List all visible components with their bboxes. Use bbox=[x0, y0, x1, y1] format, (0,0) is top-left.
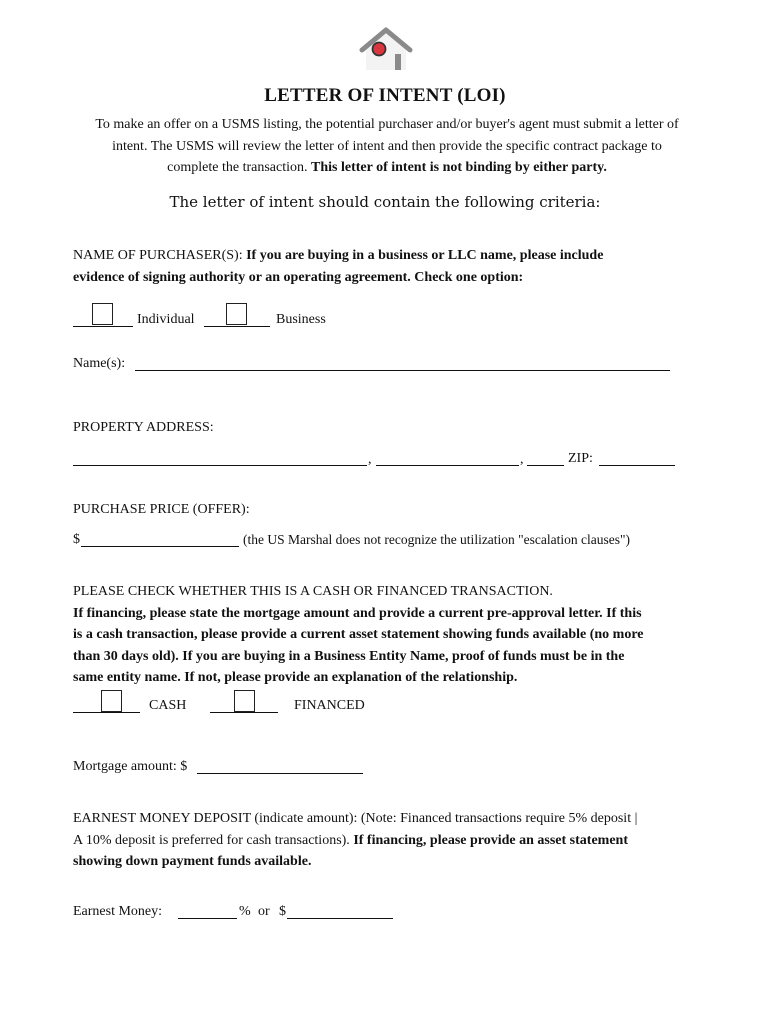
zip-label: ZIP: bbox=[568, 451, 593, 466]
transaction-bold-3: than 30 days old). If you are buying in a Business Entity Name, proof of funds must be in the bbox=[73, 648, 625, 664]
individual-checkbox[interactable] bbox=[92, 303, 113, 325]
business-checkbox[interactable] bbox=[226, 303, 247, 325]
intro-line-1: To make an offer on a USMS listing, the potential purchaser and/or buyer's agent must submit a letter of bbox=[95, 117, 679, 132]
names-label: Name(s): bbox=[73, 356, 126, 371]
state-field[interactable] bbox=[527, 465, 564, 466]
comma-1: , bbox=[368, 452, 372, 467]
cash-checkbox[interactable] bbox=[101, 690, 122, 712]
cash-underline bbox=[73, 712, 140, 713]
earnest-line-3-bold: showing down payment funds available. bbox=[73, 854, 312, 869]
names-field[interactable] bbox=[135, 370, 670, 371]
document-title: LETTER OF INTENT (LOI) bbox=[264, 85, 506, 106]
mortgage-label: Mortgage amount: $ bbox=[73, 759, 188, 774]
transaction-section bbox=[73, 581, 713, 689]
earnest-line-2-plain: A 10% deposit is preferred for cash transactions). bbox=[73, 832, 350, 848]
house-logo bbox=[358, 26, 414, 72]
property-label: PROPERTY ADDRESS: bbox=[73, 420, 214, 435]
cash-label: CASH bbox=[149, 698, 187, 713]
comma-2: , bbox=[520, 452, 524, 467]
escalation-note: (the US Marshal does not recognize the utilization "escalation clauses") bbox=[243, 532, 631, 547]
zip-field[interactable] bbox=[599, 465, 675, 466]
earnest-section bbox=[73, 808, 733, 873]
financed-checkbox[interactable] bbox=[234, 690, 255, 712]
business-underline bbox=[204, 326, 270, 327]
price-field[interactable] bbox=[81, 546, 239, 547]
intro-not-binding: This letter of intent is not binding by either party. bbox=[311, 160, 607, 175]
purchaser-instruction-1: If you are buying in a business or LLC name, please include bbox=[246, 248, 604, 263]
earnest-line-2 bbox=[73, 830, 733, 852]
earnest-line-1: EARNEST MONEY DEPOSIT (indicate amount): (Note: Financed transactions require 5% deposit | bbox=[73, 811, 638, 826]
percent-sign: % bbox=[239, 904, 251, 919]
price-label: PURCHASE PRICE (OFFER): bbox=[73, 502, 250, 517]
purchaser-section bbox=[73, 245, 713, 288]
city-field[interactable] bbox=[376, 465, 519, 466]
individual-underline bbox=[73, 326, 133, 327]
financed-label: FINANCED bbox=[294, 698, 365, 713]
earnest-line-2-bold: If financing, please provide an asset statement bbox=[353, 832, 628, 848]
house-icon bbox=[358, 26, 414, 72]
transaction-label: PLEASE CHECK WHETHER THIS IS A CASH OR FINANCED TRANSACTION. bbox=[73, 584, 553, 599]
earnest-currency: $ bbox=[279, 904, 286, 919]
earnest-money-label: Earnest Money: bbox=[73, 904, 163, 919]
purchaser-instruction-2: evidence of signing authority or an operating agreement. Check one option: bbox=[73, 269, 524, 285]
price-currency: $ bbox=[73, 532, 80, 547]
transaction-bold-2: is a cash transaction, please provide a current asset statement showing funds available (no more bbox=[73, 627, 644, 642]
or-text: or bbox=[258, 904, 270, 919]
purchaser-line-1 bbox=[73, 245, 713, 267]
individual-label: Individual bbox=[137, 312, 195, 327]
intro-paragraph bbox=[62, 114, 712, 179]
transaction-bold-1: If financing, please state the mortgage amount and provide a current pre-approval letter. If this bbox=[73, 605, 642, 621]
intro-line-3-plain: complete the transaction. bbox=[167, 160, 308, 175]
earnest-amount-field[interactable] bbox=[287, 918, 393, 919]
names-row bbox=[73, 356, 125, 372]
criteria-heading: The letter of intent should contain the following criteria: bbox=[169, 193, 601, 211]
intro-line-2: intent. The USMS will review the letter of intent and then provide the specific contract package to bbox=[112, 138, 662, 154]
purchaser-label: NAME OF PURCHASER(S): bbox=[73, 248, 243, 263]
business-label: Business bbox=[276, 312, 326, 327]
street-address-field[interactable] bbox=[73, 465, 367, 466]
transaction-bold-4: same entity name. If not, please provide an explanation of the relationship. bbox=[73, 670, 518, 685]
earnest-percent-field[interactable] bbox=[178, 918, 237, 919]
intro-line-3 bbox=[62, 157, 712, 179]
financed-underline bbox=[210, 712, 278, 713]
mortgage-field[interactable] bbox=[197, 773, 363, 774]
